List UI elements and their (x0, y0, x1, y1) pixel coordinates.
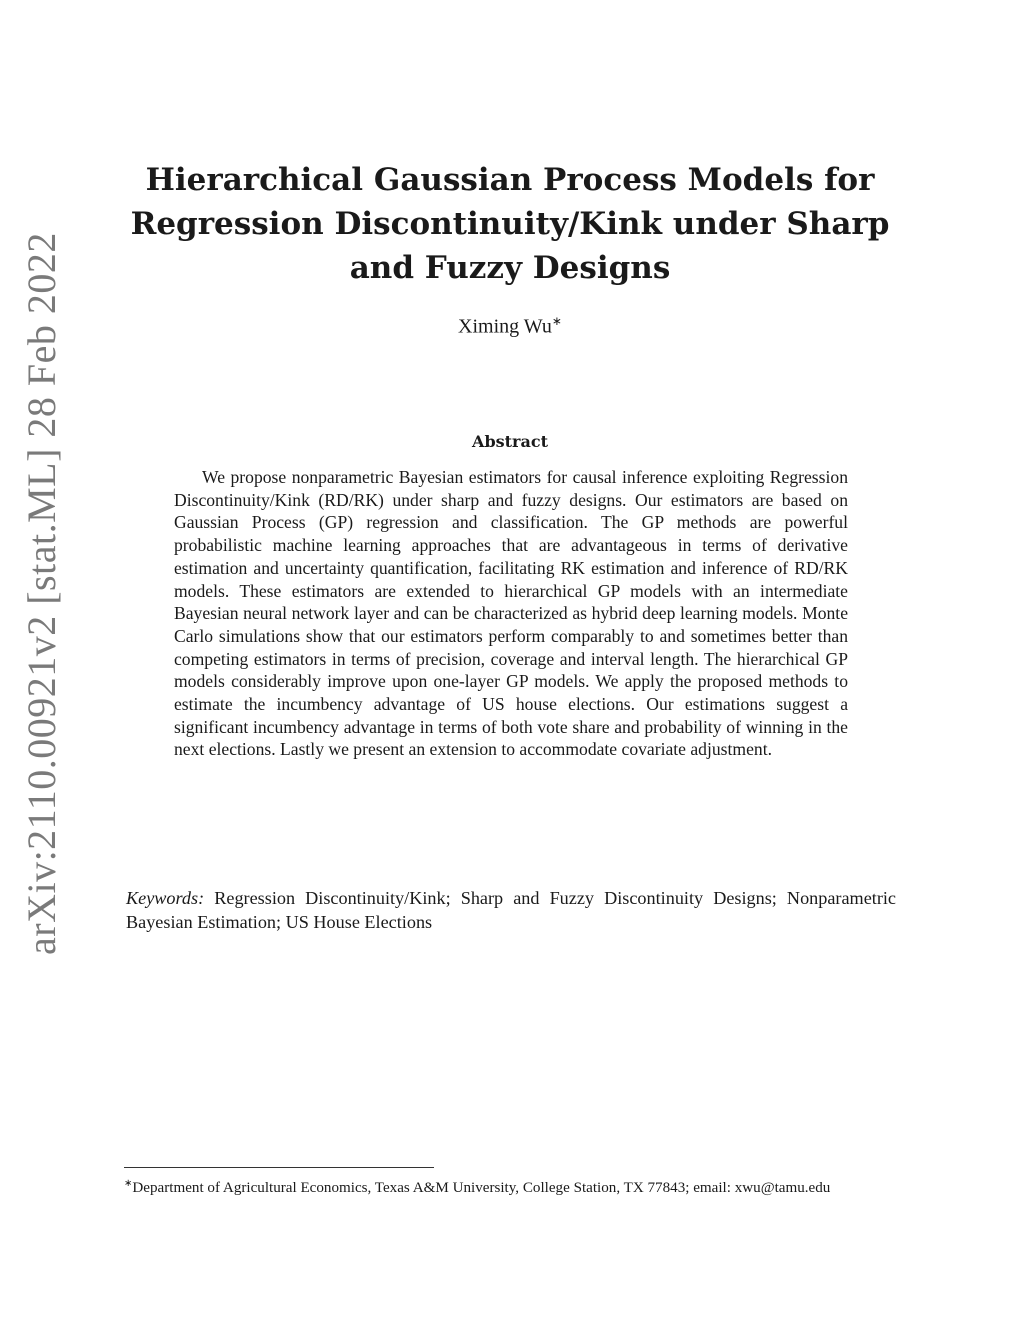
paper-title: Hierarchical Gaussian Process Models for Regression Discontinuity/Kink under Sharp and Fuzzy Designs (130, 162, 890, 286)
footnote-divider (124, 1167, 434, 1168)
keywords-text: Regression Discontinuity/Kink; Sharp and Fuzzy Discontinuity Designs; Nonparametric Bayesian Estimation; US House Elections (126, 888, 897, 932)
author-name: Ximing Wu (458, 315, 552, 338)
keywords-label: Keywords: (126, 888, 205, 908)
footnote-text: Department of Agricultural Economics, Texas A&M University, College Station, TX 77843; email: xwu@tamu.edu (132, 1180, 831, 1197)
arxiv-identifier-stamp: arXiv:2110.00921v2 [stat.ML] 28 Feb 2022 (19, 232, 64, 955)
author-line (120, 314, 900, 339)
footnote-mark: ∗ (124, 1178, 133, 1189)
abstract-body: We propose nonparametric Bayesian estimators for causal inference exploiting Regression Discontinuity/Kink (RD/RK) under sharp and fuzzy designs. Our estimators are based on Gaussian Process (GP) regression and classification. The GP methods are powerful probabilistic machine learning approaches that are advantageous in terms of derivative estimation and uncertainty quantification, facilitating RK estimation and inference of RD/RK models. These estimators are extended to hierarchical GP models with an intermediate Bayesian neural network layer and can be characterized as hybrid deep learning models. Monte Carlo simulations show that our estimators perform comparably to and sometimes better than competing estimators in terms of precision, coverage and interval length. The hierarchical GP models considerably improve upon one-layer GP models. We apply the proposed methods to estimate the incumbency advantage of US house elections. Our estimations suggest a significant incumbency advantage in terms of both vote share and probability of winning in the next elections. Lastly we present an extension to accommodate covariate adjustment. (174, 467, 848, 760)
affiliation-footnote (124, 1173, 896, 1199)
abstract-heading: Abstract (472, 432, 548, 451)
keywords-section (126, 886, 896, 934)
author-footnote-mark: ∗ (551, 314, 562, 328)
